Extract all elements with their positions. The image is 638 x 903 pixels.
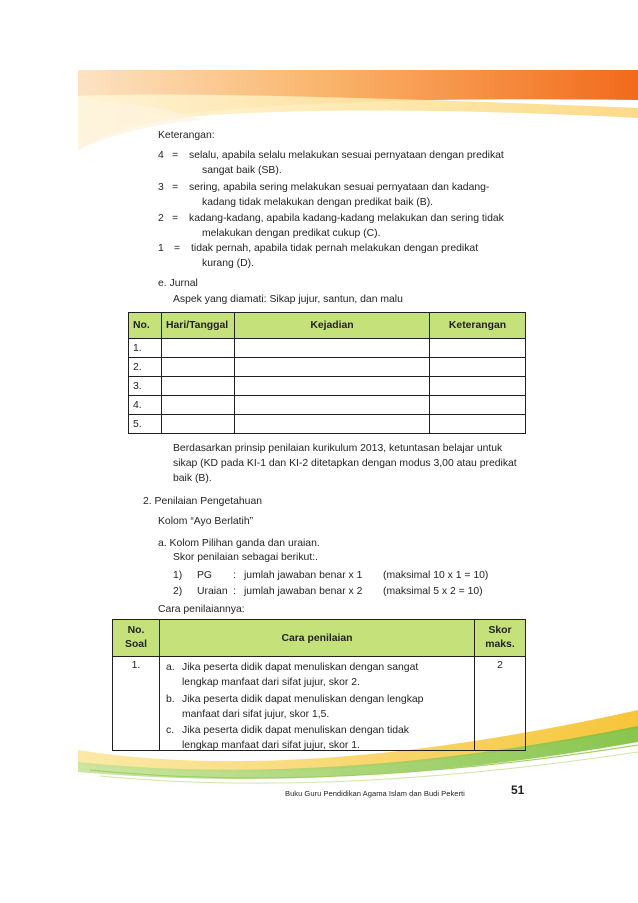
item-text: lengkap manfaat dari sifat jujur, skor 1.	[182, 740, 360, 751]
keterangan-text: sangat baik (SB).	[202, 165, 282, 176]
table-cell	[430, 358, 526, 377]
table-row	[129, 415, 526, 434]
col-no-label: No.	[127, 625, 145, 636]
table-cell	[235, 415, 430, 434]
jurnal-heading: e. Jurnal	[158, 278, 198, 289]
row-number: 4.	[129, 396, 162, 415]
table-cell	[235, 358, 430, 377]
item-letter: c.	[166, 725, 175, 736]
item-text: Jika peserta didik dapat menuliskan dengan tidak	[182, 725, 410, 736]
jurnal-aspek: Aspek yang diamati: Sikap jujur, santun, dan malu	[173, 294, 403, 305]
header-decoration	[0, 0, 638, 160]
pilihan-ganda-label: a. Kolom Pilihan ganda dan uraian.	[158, 538, 320, 549]
pengetahuan-heading: 2. Penilaian Pengetahuan	[143, 496, 263, 507]
keterangan-num: 3	[158, 182, 164, 193]
keterangan-text: kurang (D).	[202, 258, 254, 269]
keterangan-sep: =	[172, 213, 179, 224]
prinsip-text: baik (B).	[173, 473, 212, 484]
skor-penilaian-label: Skor penilaian sebagai berikut:.	[173, 552, 318, 563]
keterangan-title: Keterangan:	[158, 130, 215, 141]
keterangan-num: 1	[158, 243, 164, 254]
kolom-ayo-berlatih: Kolom “Ayo Berlatih”	[158, 516, 254, 527]
table-cell	[162, 396, 235, 415]
cara-penilaian-table	[112, 619, 526, 751]
skor-max: (maksimal 5 x 2 = 10)	[383, 586, 483, 597]
jurnal-col-header: Kejadian	[235, 313, 430, 339]
page-number: 51	[511, 783, 525, 797]
col-cara: Cara penilaian	[160, 620, 475, 657]
keterangan-sep: =	[172, 150, 179, 161]
prinsip-text: Berdasarkan prinsip penilaian kurikulum 2013, ketuntasan belajar untuk	[173, 443, 503, 454]
row-number: 1.	[129, 339, 162, 358]
skor-text: jumlah jawaban benar x 1	[244, 570, 363, 581]
table-cell	[235, 339, 430, 358]
item-text: lengkap manfaat dari sifat jujur, skor 2.	[182, 677, 360, 688]
table-row	[129, 377, 526, 396]
skor-num: 1)	[173, 570, 183, 581]
table-cell	[162, 377, 235, 396]
skor-value: 2	[475, 657, 526, 751]
keterangan-text: melakukan dengan predikat cukup (C).	[202, 228, 381, 239]
keterangan-sep: =	[174, 243, 181, 254]
table-row	[129, 396, 526, 415]
item-letter: b.	[166, 694, 175, 705]
item-text: manfaat dari sifat jujur, skor 1,5.	[182, 709, 330, 720]
cara-items	[166, 660, 468, 751]
cara-label: Cara penilaiannya:	[158, 604, 245, 615]
skor-label: Uraian	[197, 586, 228, 597]
soal-number: 1.	[113, 657, 160, 751]
col-no-soal	[113, 620, 160, 657]
table-row	[129, 358, 526, 377]
jurnal-table	[128, 312, 526, 434]
table-cell	[430, 415, 526, 434]
col-maks-label: maks.	[485, 639, 515, 650]
table-cell	[430, 339, 526, 358]
table-cell	[235, 377, 430, 396]
col-skor	[475, 620, 526, 657]
keterangan-num: 4	[158, 150, 164, 161]
keterangan-text: kadang-kadang, apabila kadang-kadang melakukan dan sering tidak	[189, 213, 504, 224]
table-row	[129, 339, 526, 358]
jurnal-col-header: Keterangan	[430, 313, 526, 339]
row-number: 3.	[129, 377, 162, 396]
skor-num: 2)	[173, 586, 183, 597]
item-text: Jika peserta didik dapat menuliskan dengan sangat	[182, 662, 419, 673]
table-cell	[162, 358, 235, 377]
cara-cell	[160, 657, 475, 751]
prinsip-text: sikap (KD pada KI-1 dan KI-2 ditetapkan dengan modus 3,00 atau predikat	[173, 458, 517, 469]
table-cell	[162, 415, 235, 434]
jurnal-col-header: Hari/Tanggal	[162, 313, 235, 339]
keterangan-text: sering, apabila sering melakukan sesuai pernyataan dan kadang-	[189, 182, 490, 193]
table-cell	[430, 396, 526, 415]
keterangan-sep: =	[172, 182, 179, 193]
table-cell	[430, 377, 526, 396]
skor-label: PG	[197, 570, 213, 581]
keterangan-text: selalu, apabila selalu melakukan sesuai pernyataan dengan predikat	[189, 150, 504, 161]
col-skor-label: Skor	[488, 625, 512, 636]
keterangan-text: tidak pernah, apabila tidak pernah melakukan dengan predikat	[191, 243, 479, 254]
skor-max: (maksimal 10 x 1 = 10)	[383, 570, 489, 581]
keterangan-text: kadang tidak melakukan dengan predikat baik (B).	[202, 197, 434, 208]
keterangan-num: 2	[158, 213, 164, 224]
row-number: 2.	[129, 358, 162, 377]
skor-colon: :	[233, 586, 236, 597]
skor-text: jumlah jawaban benar x 2	[244, 586, 363, 597]
item-text: Jika peserta didik dapat menuliskan dengan lengkap	[182, 694, 424, 705]
table-row	[113, 657, 526, 751]
col-soal-label: Soal	[125, 639, 147, 650]
item-letter: a.	[166, 662, 175, 673]
row-number: 5.	[129, 415, 162, 434]
footer-book-title: Buku Guru Pendidikan Agama Islam dan Budi Pekerti	[285, 789, 465, 798]
jurnal-col-header: No.	[129, 313, 162, 339]
table-cell	[162, 339, 235, 358]
table-cell	[235, 396, 430, 415]
skor-colon: :	[233, 570, 236, 581]
